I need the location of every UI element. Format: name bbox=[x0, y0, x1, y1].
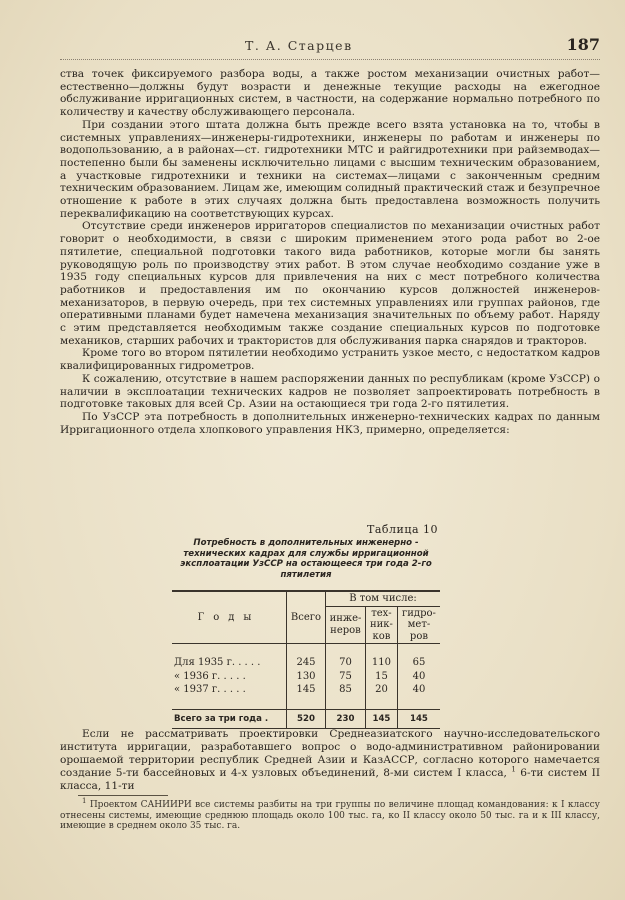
total-hydrometers: 145 bbox=[397, 709, 440, 729]
total-all: 520 bbox=[287, 709, 326, 729]
total-engineers: 230 bbox=[326, 709, 366, 729]
row-technicians: 15 bbox=[365, 670, 397, 684]
row-technicians: 20 bbox=[365, 683, 397, 697]
row-hydrometers: 40 bbox=[412, 684, 426, 695]
column-header-years: Годы bbox=[172, 591, 287, 644]
row-total: 245 bbox=[287, 656, 326, 670]
running-title: Т. А. Старцев bbox=[245, 38, 353, 53]
page-header bbox=[60, 35, 600, 56]
row-total: 145 bbox=[287, 683, 326, 697]
table-row bbox=[172, 656, 440, 670]
footnote-body: Проектом САНИИРИ все системы разбиты на три группы по величине площад командования: к I классу отнесены системы, имеющие среднюю площадь около 100 тыс. га, ко II классу около 50 тыс. га и к III классу, имеющие в среднем около 35 тыс. га. bbox=[60, 800, 600, 832]
paragraph bbox=[60, 728, 600, 793]
column-header-engineers: инже-неров bbox=[329, 613, 362, 636]
closing-text-part: 11-ти bbox=[104, 779, 135, 792]
row-engineers: 85 bbox=[326, 683, 366, 697]
table-caption: Потребность в дополнительных инженерно - технических кадрах для службы ирригационной эксплоатации УзССР на остающееся три года 2-го пятилетия bbox=[180, 538, 432, 580]
footnote-text bbox=[60, 797, 600, 832]
total-technicians: 145 bbox=[365, 709, 397, 729]
row-year: « 1937 г. . . . . bbox=[172, 683, 287, 697]
closing-text-part: Если не рассматривать проектировки Среднеазиатского научно-исследовательского института ирригации, разработавшего вопрос о водо-административном районировании орошаемой территории республик Средней Азии и КазАССР, согласно которого намечается создание 5-ти бассейновых и 4-х узловых объединений, 8-ми систем I класса, bbox=[60, 728, 600, 779]
row-technicians: 110 bbox=[365, 656, 397, 670]
table-spacer bbox=[172, 644, 440, 657]
data-table bbox=[172, 590, 440, 729]
column-header-total: Всего bbox=[287, 591, 326, 644]
paragraph: ства точек фиксируемого разбора воды, а также ростом механизации очистных работ—естественно—должны будут возрасти и денежные текущие расходы на ежегодное обслуживание ирригационных систем, в частности, на содержание нормально потребного по количеству и качеству обслуживающего персонала. bbox=[60, 68, 600, 119]
row-total: 130 bbox=[287, 670, 326, 684]
footnote-divider bbox=[78, 795, 168, 796]
table-label: Таблица 10 bbox=[367, 523, 438, 536]
row-hydrometers: 65 bbox=[412, 657, 426, 668]
footnote-mark: 1 bbox=[82, 797, 87, 805]
row-engineers: 75 bbox=[326, 670, 366, 684]
paragraph: По УзССР эта потребность в дополнительных инженерно-технических кадрах по данным Ирригационного отдела хлопкового управления НКЗ, примерно, определяется: bbox=[60, 410, 600, 436]
table-total-row bbox=[172, 709, 440, 729]
paragraph: При создании этого штата должна быть прежде всего взята установка на то, чтобы в системных управлениях—инженеры-гидротехники, инженеры по работам и инженеры по водопользованию, а в районах—ст. гидротехники МТС и райгидротехники при райземводах—постепенно были бы заменены исключительно лицами с высшим техническим образованием, а участковые гидротехники и техники на системах—лицами с законченным средним техническим образованием. Лицам же, имеющим солидный практический стаж и безупречное отношение к работе в этих случаях должна быть предоставлена возможность получить переквалификацию на соответствующих курсах. bbox=[60, 118, 600, 220]
total-label: Всего за три года . bbox=[172, 709, 287, 729]
paragraph: К сожалению, отсутствие в нашем распоряжении данных по республикам (кроме УзССР) о наличии в эксплоатации технических кадров не позволяет запроектировать потребность в подготовке таковых для всей Ср. Азии на остающиеся три года 2-го пятилетия. bbox=[60, 372, 600, 411]
page-number: 187 bbox=[566, 35, 600, 54]
table-spacer bbox=[172, 697, 440, 710]
paragraph: Кроме того во втором пятилетии необходимо устранить узкое место, с недостатком кадров квалифицированных гидрометров. bbox=[60, 347, 600, 373]
closing-text-part: 6-ти систем II класса, bbox=[60, 766, 601, 792]
row-year: « 1936 г. . . . . bbox=[172, 670, 287, 684]
footnote bbox=[60, 797, 600, 832]
column-header-group: В том числе: bbox=[326, 591, 441, 606]
paragraph: Отсутствие среди инженеров ирригаторов специалистов по механизации очистных работ говорит о необходимости, в связи с широким применением этого рода работ во 2-ое пятилетие, специальной подготовки такого вида работников, которые могли бы занять руководящую роль по производству этих работ. В этом случае необходимо создание уже в 1935 году специальных курсов для привлечения на них с мест потребного количества работников и предоставления им по окончанию курсов должностей инженеров-механизаторов, в первую очередь, при тех системных управлениях или группах районов, где оперативными планами будет намечена механизация значительных по объему работ. Наряду с этим представляется необходимым также создание специальных курсов по подготовке механиков, старших рабочих и трактористов для обслуживания парка снарядов и тракторов. bbox=[60, 220, 600, 347]
table-row bbox=[172, 683, 440, 697]
header-divider bbox=[60, 59, 600, 60]
column-header-technicians: тех-ник-ков bbox=[365, 606, 397, 644]
closing-text bbox=[60, 728, 600, 793]
table-row bbox=[172, 670, 440, 684]
row-year: Для 1935 г. . . . . bbox=[172, 656, 287, 670]
column-header-hydrometers: гидро-мет-ров bbox=[397, 606, 440, 644]
footnote-reference: 1 bbox=[511, 765, 516, 774]
row-hydrometers: 40 bbox=[412, 670, 426, 682]
row-engineers: 70 bbox=[326, 656, 366, 670]
table-10 bbox=[172, 523, 440, 729]
body-text bbox=[60, 68, 600, 436]
